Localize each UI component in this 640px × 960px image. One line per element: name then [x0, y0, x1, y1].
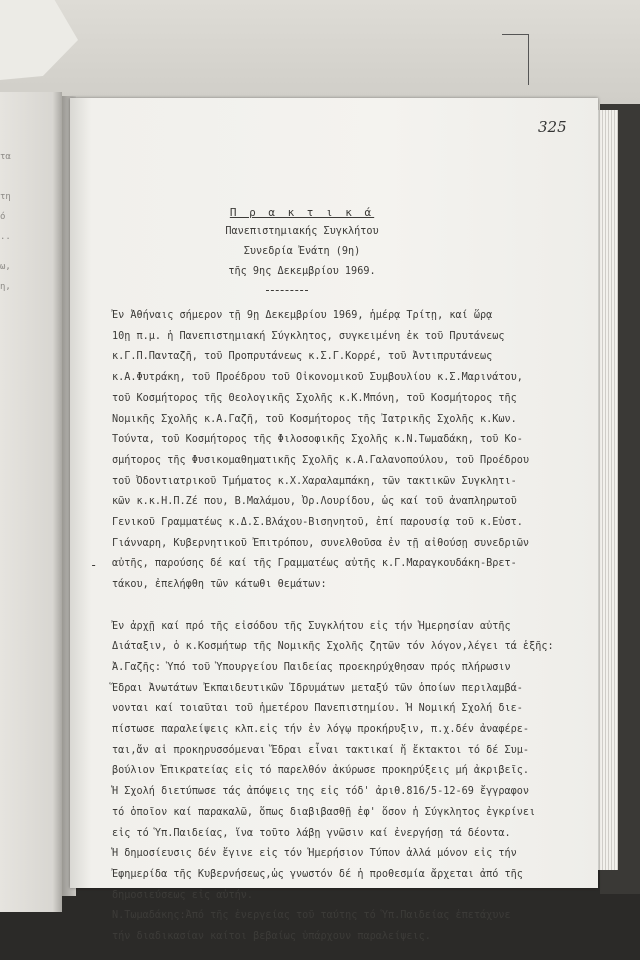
- facing-page: [0, 92, 62, 912]
- text-line: νονται καί τοιαῦται τοῦ ἡμετέρου Πανεπιστημίου. Ἡ Νομική Σχολή διε-: [112, 703, 523, 715]
- text-line: τοῦ Ὀδοντιατρικοῦ Τμήματος κ.Χ.Χαραλαμπάκη, τῶν τακτικῶν Συγκλητι-: [112, 475, 517, 487]
- page-number: 325: [538, 118, 567, 136]
- text-line: Τούντα, τοῦ Κοσμήτορος τῆς Φιλοσοφικῆς Σχολῆς κ.Ν.Τωμαδάκη, τοῦ Κο-: [112, 434, 523, 446]
- text-line: Ἀ.Γαζῆς: Ὑπό τοῦ Ὑπουργείου Παιδείας προεκηρύχθησαν πρός πλήρωσιν: [112, 661, 511, 673]
- text-line: Γενικοῦ Γραμματέως κ.Δ.Σ.Βλάχου-Βισηνητοῦ, ἐπί παρουσίᾳ τοῦ κ.Εὐστ.: [112, 517, 523, 528]
- text-line: κ.Γ.Π.Πανταζῆ, τοῦ Προπρυτάνεως κ.Σ.Γ.Κορρέ, τοῦ Ἀντιπρυτάνεως: [112, 351, 493, 363]
- text-line: σμήτορος τῆς Φυσικομαθηματικῆς Σχολῆς κ.Α.Γαλανοπούλου, τοῦ Προέδρου: [112, 454, 530, 466]
- text-line: τό ὁποῖον καί παρακαλῶ, ὅπως διαβιβασθῇ ἐφ' ὅσον ἡ Σύγκλητος ἐγκρίνει: [112, 806, 536, 818]
- text-line: τήν διαδικασίαν καίτοι βεβαίως ὑπάρχουν παραλείψεις.: [112, 931, 431, 942]
- text-line: ται,ἄν αἱ προκηρυσσόμεναι Ἕδραι εἶναι τακτικαί ἤ ἔκτακτοι τό δέ Συμ-: [112, 744, 530, 756]
- text-line: αὐτῆς, παρούσης δέ καί τῆς Γραμματέως αὐτῆς κ.Γ.Μαραγκουδάκη-Βρετ-: [112, 558, 517, 570]
- text-line: κ.Α.Φυτράκη, τοῦ Προέδρου τοῦ Οἰκονομικοῦ Συμβουλίου κ.Σ.Μαρινάτου,: [112, 372, 523, 384]
- text-line: βούλιον Ἐπικρατείας εἰς τό παρελθόν ἀκύρωσε προκηρύξεις μή ἀκριβεῖς.: [112, 765, 530, 777]
- margin-mark: -: [90, 558, 98, 572]
- facing-page-fragment: ..: [0, 232, 11, 242]
- text-line: τάκου, ἐπελήφθη τῶν κάτωθι θεμάτων:: [112, 579, 327, 591]
- text-line: Γιάνναρη, Κυβερνητικοῦ Ἐπιτρόπου, συνελθοῦσα ἐν τῇ αἰθούσῃ συνεδριῶν: [112, 537, 530, 549]
- heading-line-2: Συνεδρία Ἐνάτη (9η): [243, 246, 361, 257]
- underlying-sheet: [0, 0, 640, 110]
- text-line: εἰς τό Ὑπ.Παιδείας, ἵνα τοῦτο λάβῃ γνῶσιν καί ἐνεργήσῃ τά δέοντα.: [112, 827, 511, 839]
- text-line: Ἡ Σχολή διετύπωσε τάς ἀπόψεις της εἰς τόδ' ἀριθ.816/5-12-69 ἔγγραφον: [112, 786, 530, 798]
- facing-page-fragment: τα: [0, 152, 11, 162]
- corner-mark: [502, 34, 529, 85]
- text-line: Ἐν ἀρχῇ καί πρό τῆς εἰσόδου τῆς Συγκλήτου εἰς τήν Ἡμερησίαν αὐτῆς: [112, 620, 511, 632]
- facing-page-fragment: η,: [0, 282, 11, 292]
- heading-line-3: τῆς 9ης Δεκεμβρίου 1969.: [228, 266, 376, 277]
- facing-page-fragment: τη: [0, 192, 11, 202]
- document-title: Π ρ α κ τ ι κ ά: [229, 206, 375, 219]
- text-line: κῶν κ.κ.Η.Π.Ζέ που, Β.Μαλάμου, Ὀρ.Λουρίδου, ὡς καί τοῦ ἀναπληρωτοῦ: [112, 496, 517, 508]
- text-line: τοῦ Κοσμήτορος τῆς Θεολογικῆς Σχολῆς κ.Κ.Μπόνη, τοῦ Κοσμήτορος τῆς: [112, 392, 517, 404]
- text-line: Ν.Τωμαδάκης:Ἀπό τῆς ἐνεργείας τοῦ ταύτης τό Ὑπ.Παιδείας ἐπετάχυνε: [112, 910, 511, 922]
- heading-line-1: Πανεπιστημιακής Συγκλήτου: [225, 226, 379, 237]
- text-line: Ἡ δημοσίευσις δέν ἔγινε εἰς τόν Ἡμερήσιον Τύπον ἀλλά μόνον εἰς τήν: [112, 848, 517, 860]
- text-line: δημοσιεύσεως εἰς αὐτήν.: [112, 889, 254, 901]
- text-line: Ἐφημερίδα τῆς Κυβερνήσεως,ὡς γνωστόν δέ ἡ προθεσμία ἄρχεται ἀπό τῆς: [112, 868, 523, 880]
- facing-page-fragment: ω,: [0, 262, 11, 272]
- text-line: Διάταξιν, ὁ κ.Κοσμήτωρ τῆς Νομικῆς Σχολῆς ζητῶν τόν λόγον,λέγει τά ἑξῆς:: [112, 641, 554, 653]
- text-line: Νομικῆς Σχολῆς κ.Α.Γαζῆ, τοῦ Κοσμήτορος τῆς Ἰατρικῆς Σχολῆς κ.Κων.: [112, 413, 517, 425]
- text-line: πίστωσε παραλείψεις κλπ.εἰς τήν ἐν λόγῳ προκήρυξιν, π.χ.δέν ἀναφέρε-: [112, 724, 530, 735]
- facing-page-fragment: ό: [0, 212, 6, 222]
- text-line: Ἕδραι Ἀνωτάτων Ἐκπαιδευτικῶν Ἱδρυμάτων μεταξύ τῶν ὁποίων περιλαμβά-: [112, 682, 523, 694]
- text-line: 10ῃ π.μ. ἡ Πανεπιστημιακή Σύγκλητος, συγκειμένη ἐκ τοῦ Πρυτάνεως: [112, 330, 505, 342]
- text-line: Ἐν Ἀθήναις σήμερον τῇ 9ῃ Δεκεμβρίου 1969, ἡμέρᾳ Τρίτῃ, καί ὥρᾳ: [112, 310, 493, 321]
- heading-rule: [266, 290, 308, 291]
